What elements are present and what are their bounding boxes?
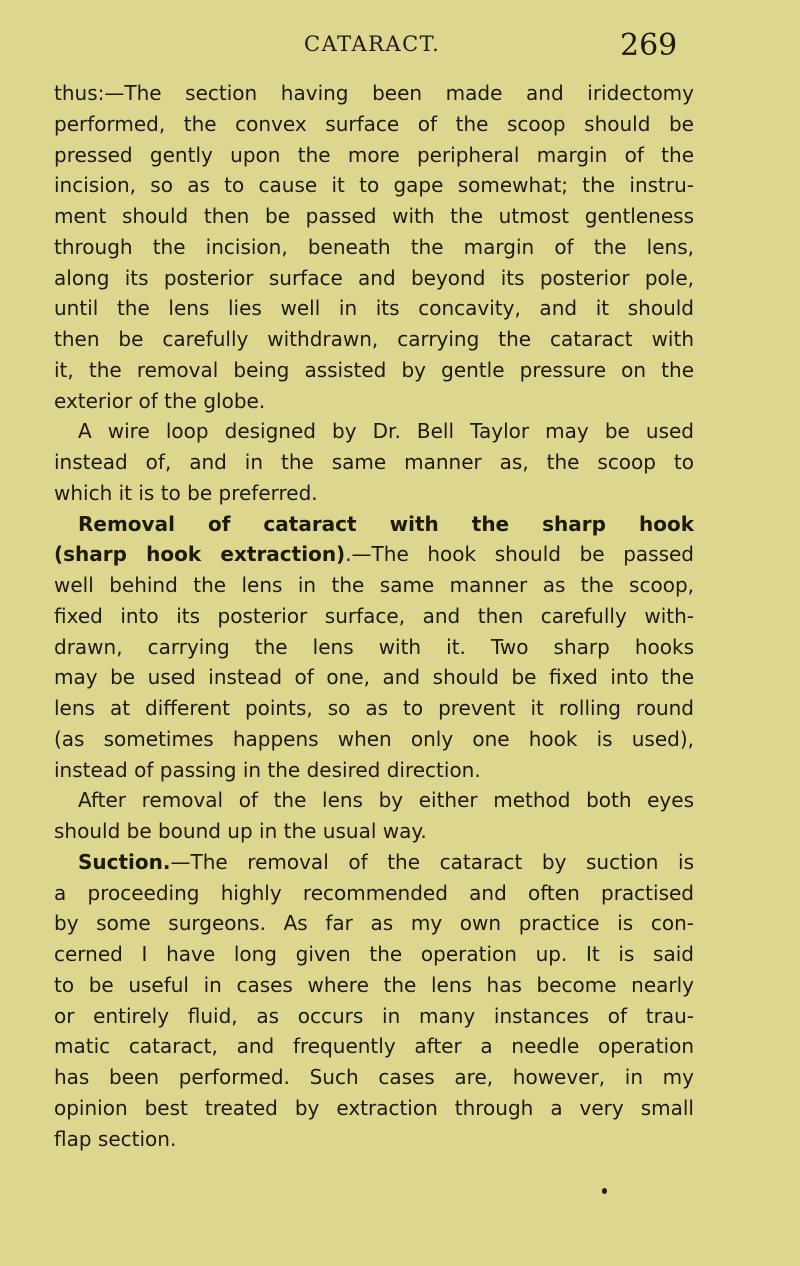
text-line [54,170,694,201]
text-line [54,109,694,140]
line-text: instead of passing in the desired direction. [54,757,481,782]
text-line [54,878,694,909]
line-text: opinion best treated by extraction through a very small [54,1095,694,1120]
line-text: or entirely fluid, as occurs in many instances of trau- [54,1003,694,1028]
line-text: well behind the lens in the same manner as the scoop, [54,573,694,597]
line-text: incision, so as to cause it to gape somewhat; the instru- [54,173,694,198]
line-text: —The removal of the cataract by suction is [170,849,694,874]
line-text: to be useful in cases where the lens has become nearly [54,972,694,997]
line-text: a proceeding highly recommended and often practised [54,880,694,905]
line-text: ment should then be passed with the utmost gentleness [54,204,694,228]
line-text: lens at different points, so as to prevent it rolling round [54,696,694,720]
text-line [54,693,694,724]
text-line [54,263,694,294]
text-line [54,816,694,847]
line-text: along its posterior surface and beyond its posterior pole, [54,265,694,290]
text-line [54,386,694,417]
text-line [54,970,694,1001]
line-text: pressed gently upon the more peripheral margin of the [54,142,694,167]
text-line [54,908,694,939]
text-line [54,755,694,786]
line-text: performed, the convex surface of the scoop should be [54,111,694,136]
text-line [54,78,694,109]
text-line [54,1124,694,1155]
line-text: instead of, and in the same manner as, the scoop to [54,450,694,474]
text-line [54,324,694,355]
line-text: cerned I have long given the operation up. It is said [54,942,694,966]
text-line [54,201,694,232]
text-line [54,509,694,540]
line-text: should be bound up in the usual way. [54,819,427,843]
line-text: .—The hook should be passed [345,542,694,567]
text-line [54,785,694,816]
text-line [54,447,694,478]
text-line [54,1062,694,1093]
text-line [54,601,694,632]
text-line [54,355,694,386]
text-line [54,478,694,509]
line-text: may be used instead of one, and should be fixed into the [54,665,694,690]
text-line [54,1001,694,1032]
line-text: then be carefully withdrawn, carrying the cataract with [54,327,694,351]
text-line [54,662,694,693]
text-line [54,1031,694,1062]
text-line [54,1093,694,1124]
text-line [54,724,694,755]
line-text: through the incision, beneath the margin of the lens, [54,234,694,259]
run-in-heading: (sharp hook extraction) [54,542,346,567]
running-title: CATARACT. [304,32,441,56]
line-text: A wire loop designed by Dr. Bell Taylor may be used [78,419,694,444]
text-line [54,416,694,447]
run-in-heading: Suction. [78,849,171,874]
text-line [54,847,694,878]
text-line [54,570,694,601]
text-line [54,140,694,171]
line-text: which it is to be preferred. [54,480,318,505]
line-text: thus:—The section having been made and iridectomy [54,81,694,105]
line-text: flap section. [54,1126,177,1151]
printer-mark [602,1188,607,1194]
run-in-heading: Removal of cataract with the sharp hook [78,511,694,536]
body-text [54,78,694,1154]
line-text: (as sometimes happens when only one hook is used), [54,726,694,751]
line-text: fixed into its posterior surface, and then carefully with- [54,603,694,628]
line-text: by some surgeons. As far as my own practice is con- [54,911,694,936]
page-number: 269 [620,28,678,63]
running-head [0,28,800,68]
text-line [54,539,694,570]
line-text: has been performed. Such cases are, however, in my [54,1065,694,1089]
line-text: After removal of the lens by either method both eyes [78,788,694,813]
text-line [54,232,694,263]
line-text: exterior of the globe. [54,388,266,413]
line-text: until the lens lies well in its concavity, and it should [54,296,694,321]
text-line [54,939,694,970]
text-line [54,632,694,663]
line-text: it, the removal being assisted by gentle pressure on the [54,357,694,382]
line-text: drawn, carrying the lens with it. Two sharp hooks [54,634,694,659]
text-line [54,293,694,324]
line-text: matic cataract, and frequently after a needle operation [54,1034,694,1059]
